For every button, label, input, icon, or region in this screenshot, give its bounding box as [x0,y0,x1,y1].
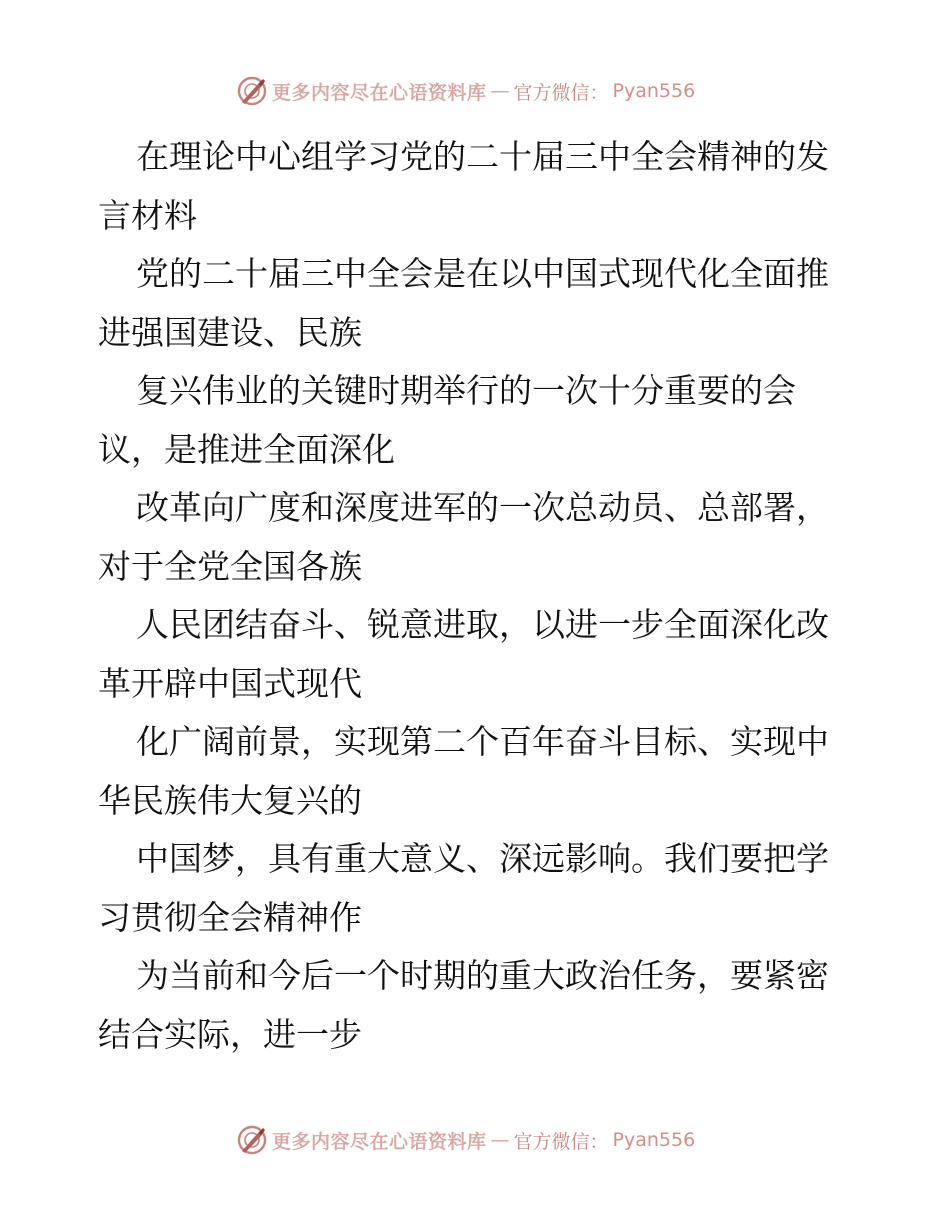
doc-line-14: 习贯彻全会精神作 [98,897,362,937]
doc-line-8: 对于全党全国各族 [98,546,362,586]
doc-line-15: 为当前和今后一个时期的重大政治任务，要紧密 [136,956,829,995]
watermark-site-name: 更多内容尽在心语资料库 [272,81,487,104]
watermark-wechat-account: Pyan556 [612,80,696,102]
doc-line-5: 复兴伟业的关键时期举行的一次十分重要的会 [136,371,796,410]
watermark-wechat-label: 官方微信： [513,1130,609,1153]
doc-line-12: 华民族伟大复兴的 [98,780,362,820]
doc-line-16: 结合实际，进一步 [98,1014,362,1054]
doc-line-2: 言材料 [98,195,197,235]
doc-line-10: 革开辟中国式现代 [98,663,362,703]
pen-logo-icon [236,75,268,107]
watermark-wechat-account: Pyan556 [612,1129,696,1151]
pen-logo-icon [236,1124,268,1156]
doc-line-13: 中国梦，具有重大意义、深远影响。我们要把学 [136,839,829,878]
header-watermark [236,74,695,108]
watermark-separator: — [490,1129,510,1151]
doc-line-1: 在理论中心组学习党的二十届三中全会精神的发 [136,137,829,176]
watermark-separator: — [490,80,510,102]
doc-line-4: 进强国建设、民族 [98,312,362,352]
doc-line-6: 议，是推进全面深化 [98,429,395,469]
document-body [98,128,858,1064]
watermark-site-name: 更多内容尽在心语资料库 [272,1130,487,1153]
doc-line-3: 党的二十届三中全会是在以中国式现代化全面推 [136,254,829,293]
doc-line-7: 改革向广度和深度进军的一次总动员、总部署， [136,488,829,527]
watermark-wechat-label: 官方微信： [513,81,609,104]
footer-watermark [236,1123,695,1157]
doc-line-9: 人民团结奋斗、锐意进取，以进一步全面深化改 [136,605,829,644]
doc-line-11: 化广阔前景，实现第二个百年奋斗目标、实现中 [136,722,829,761]
